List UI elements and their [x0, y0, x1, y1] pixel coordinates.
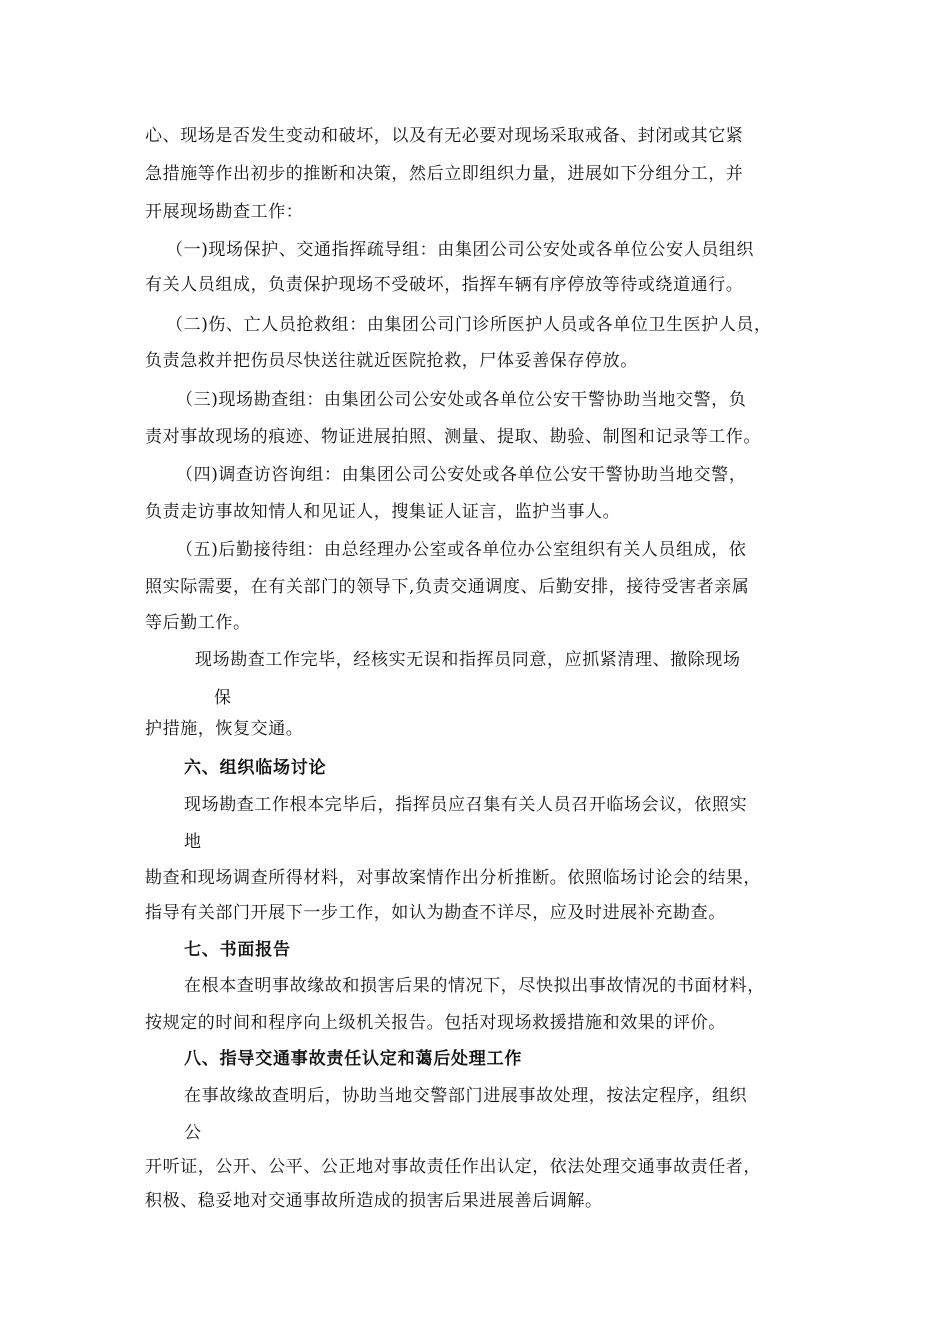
body-text-line: （五)后勤接待组：由总经理办公室或各单位办公室组织有关人员组成，依 [176, 540, 747, 560]
body-text-line: 在事故缘故查明后，协助当地交警部门进展事故处理，按法定程序，组织 [184, 1086, 748, 1106]
body-text-line: 护措施，恢复交通。 [145, 719, 304, 739]
body-text-line: 负责走访事故知情人和见证人，搜集证人证言，监护当事人。 [145, 502, 621, 522]
body-text-line: 在根本查明事故缘故和损害后果的情况下，尽快拟出事故情况的书面材料， [184, 976, 765, 996]
body-text-line: 现场勘查工作完毕，经核实无误和指挥员同意，应抓紧清理、撤除现场 [195, 650, 741, 670]
body-text-line: 心、现场是否发生变动和破坏，以及有无必要对现场采取戒备、封闭或其它紧 [145, 126, 744, 146]
body-text-line: （一)现场保护、交通指挥疏导组：由集团公司公安处或各单位公安人员组织 [166, 240, 755, 260]
body-text-line: （四)调查访咨询组：由集团公司公安处或各单位公安干警协助当地交警， [176, 465, 747, 485]
section-heading: 八、指导交通事故责任认定和蔼后处理工作 [184, 1049, 523, 1069]
section-heading: 七、书面报告 [184, 940, 291, 960]
body-text-line: 按规定的时间和程序向上级机关报告。包括对现场救援措施和效果的评价。 [145, 1013, 726, 1033]
body-text-line: 照实际需要，在有关部门的领导下,负责交通调度、后勤安排，接待受害者亲属 [145, 577, 750, 597]
body-text-line: 责对事故现场的痕迹、物证进展拍照、测量、提取、勘验、制图和记录等工作。 [145, 427, 761, 447]
body-text-line: 地 [184, 832, 202, 852]
body-text-line: 公 [184, 1123, 202, 1143]
body-text-line: 保 [214, 688, 232, 708]
section-heading: 六、组织临场讨论 [184, 758, 327, 778]
body-text-line: （三)现场勘查组：由集团公司公安处或各单位公安干警协助当地交警，负 [176, 390, 747, 410]
body-text-line: 急措施等作出初步的推断和决策，然后立即组织力量，进展如下分组分工，并 [145, 164, 744, 184]
body-text-line: 现场勘查工作根本完毕后，指挥员应召集有关人员召开临场会议，依照实 [184, 795, 748, 815]
body-text-line: 有关人员组成，负责保护现场不受破坏，指挥车辆有序停放等待或绕道通行。 [145, 275, 744, 295]
body-text-line: 勘查和现场调查所得材料，对事故案情作出分析推断。依照临场讨论会的结果， [145, 868, 761, 888]
body-text-line: （二)伤、亡人员抢救组：由集团公司门诊所医护人员或各单位卫生医护人员， [166, 315, 772, 335]
body-text-line: 负责急救并把伤员尽快送往就近医院抢救，尸体妥善保存停放。 [145, 351, 638, 371]
body-text-line: 积极、稳妥地对交通事故所造成的损害后果进展善后调解。 [145, 1191, 603, 1211]
body-text-line: 指导有关部门开展下一步工作，如认为勘查不详尽，应及时进展补充勘查。 [145, 903, 726, 923]
body-text-line: 开展现场勘查工作： [145, 202, 304, 222]
body-text-line: 等后勤工作。 [145, 613, 251, 633]
body-text-line: 开听证，公开、公平、公正地对事故责任作出认定，依法处理交通事故责任者， [145, 1157, 761, 1177]
